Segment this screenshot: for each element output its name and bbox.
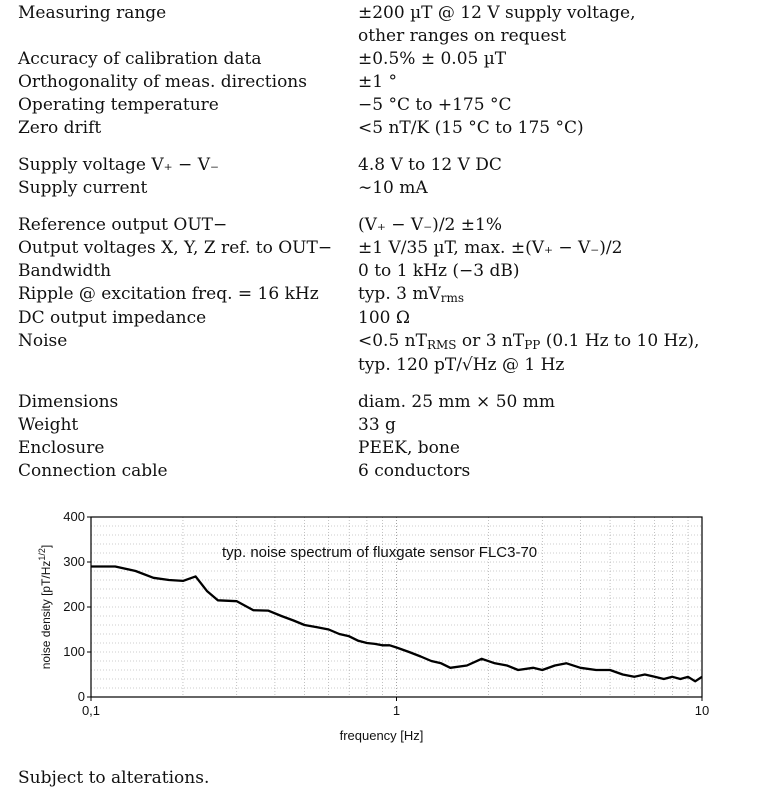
- chart-title: typ. noise spectrum of fluxgate sensor FLC3-70: [222, 544, 538, 561]
- y-tick-label: 0: [77, 689, 85, 704]
- spec-row: [18, 71, 758, 94]
- spec-label: Supply current: [18, 178, 148, 198]
- spec-value: <5 nT/K (15 °C to 175 °C): [358, 118, 584, 138]
- y-tick-label: 300: [63, 554, 85, 569]
- spec-value: typ. 120 pT/√Hz @ 1 Hz: [358, 355, 565, 375]
- spec-value: ±200 µT @ 12 V supply voltage,: [358, 3, 636, 23]
- spec-value: ∼10 mA: [358, 178, 428, 198]
- spec-row: [18, 354, 758, 377]
- spec-label: Reference output OUT−: [18, 215, 228, 235]
- spec-value: typ. 3 mVrms: [358, 284, 465, 305]
- noise-chart-svg: [0, 500, 765, 750]
- x-axis-label: frequency [Hz]: [339, 728, 424, 743]
- spec-group-mechanical: [18, 391, 758, 483]
- spec-row: [18, 330, 758, 354]
- spec-value: ±1 °: [358, 72, 397, 92]
- y-tick-label: 400: [63, 509, 85, 524]
- noise-chart: [0, 500, 765, 750]
- x-tick-label: 10: [694, 703, 710, 718]
- spec-label: Enclosure: [18, 438, 105, 458]
- spec-value: 33 g: [358, 415, 396, 435]
- spec-value: <0.5 nTRMS or 3 nTPP (0.1 Hz to 10 Hz),: [358, 331, 700, 352]
- spec-row: [18, 2, 758, 25]
- spec-table: [18, 2, 758, 497]
- spec-label: Connection cable: [18, 461, 168, 481]
- y-tick-label: 100: [63, 644, 85, 659]
- spec-label: Dimensions: [18, 392, 119, 412]
- spec-row: [18, 460, 758, 483]
- spec-row: [18, 117, 758, 140]
- spec-label: Operating temperature: [18, 95, 219, 115]
- y-tick-label: 200: [63, 599, 85, 614]
- spec-value: −5 °C to +175 °C: [358, 95, 512, 115]
- spec-row: [18, 154, 758, 177]
- spec-row: [18, 307, 758, 330]
- spec-value: 0 to 1 kHz (−3 dB): [358, 261, 520, 281]
- spec-label: Weight: [18, 415, 79, 435]
- spec-label: Output voltages X, Y, Z ref. to OUT−: [18, 238, 333, 258]
- spec-label: Measuring range: [18, 3, 167, 23]
- spec-row: [18, 391, 758, 414]
- spec-value: (V₊ − V₋)/2 ±1%: [358, 215, 502, 235]
- spec-row: [18, 414, 758, 437]
- spec-value: 100 Ω: [358, 308, 410, 328]
- spec-label: DC output impedance: [18, 308, 207, 328]
- spec-row: [18, 260, 758, 283]
- footnote: Subject to alterations.: [18, 768, 210, 788]
- spec-label: Ripple @ excitation freq. = 16 kHz: [18, 284, 319, 304]
- spec-row: [18, 283, 758, 307]
- spec-value: 6 conductors: [358, 461, 471, 481]
- spec-row: [18, 177, 758, 200]
- spec-value: 4.8 V to 12 V DC: [358, 155, 502, 175]
- spec-label: Orthogonality of meas. directions: [18, 72, 307, 92]
- x-tick-label: 1: [392, 703, 401, 718]
- spec-group-measurement: [18, 2, 758, 140]
- spec-label: Zero drift: [18, 118, 102, 138]
- spec-label: Supply voltage V₊ − V₋: [18, 155, 219, 175]
- spec-row: [18, 94, 758, 117]
- spec-row: [18, 214, 758, 237]
- spec-group-output: [18, 214, 758, 377]
- chart-ticks: [63, 509, 709, 718]
- spec-value: PEEK, bone: [358, 438, 460, 458]
- spec-value: ±0.5% ± 0.05 µT: [358, 49, 507, 69]
- spec-value: other ranges on request: [358, 26, 567, 46]
- spec-row: [18, 25, 758, 48]
- spec-row: [18, 437, 758, 460]
- spec-value: diam. 25 mm × 50 mm: [358, 392, 555, 412]
- spec-row: [18, 237, 758, 260]
- spec-row: [18, 48, 758, 71]
- x-tick-label: 0,1: [81, 703, 101, 718]
- spec-group-supply: [18, 154, 758, 200]
- spec-label: Accuracy of calibration data: [18, 49, 262, 69]
- spec-label: Bandwidth: [18, 261, 112, 281]
- spec-label: Noise: [18, 331, 68, 351]
- y-axis-label: noise density $[pT/Hz^{1/2}]$: [37, 544, 53, 670]
- spec-value: ±1 V/35 µT, max. ±(V₊ − V₋)/2: [358, 238, 623, 258]
